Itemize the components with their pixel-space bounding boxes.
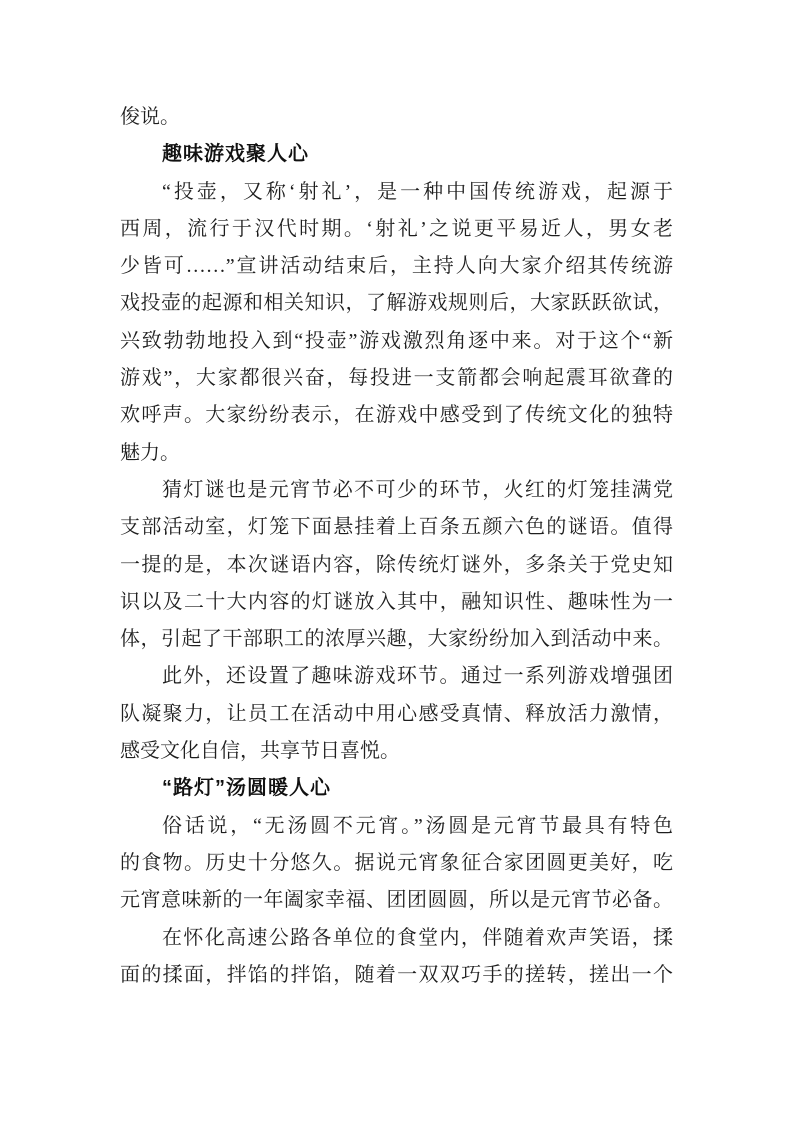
body-text-line: 体，引起了干部职工的浓厚兴趣，大家纷纷加入到活动中来。	[120, 628, 673, 651]
document-text	[120, 99, 673, 994]
body-text-line: 魅力。	[120, 441, 180, 464]
body-text-line: 感受文化自信，共享节日喜悦。	[120, 740, 400, 763]
body-text-line: 游戏”，大家都很兴奋，每投进一支箭都会响起震耳欲聋的	[120, 367, 673, 390]
body-text-line: 的食物。历史十分悠久。据说元宵象征合家团圆更美好，吃	[120, 851, 673, 874]
body-text-line: 欢呼声。大家纷纷表示，在游戏中感受到了传统文化的独特	[120, 404, 673, 427]
body-text-line: 支部活动室，灯笼下面悬挂着上百条五颜六色的谜语。值得	[120, 516, 673, 539]
body-text-line: 一提的是，本次谜语内容，除传统灯谜外，多条关于党史知	[120, 553, 673, 576]
body-text-line: 识以及二十大内容的灯谜放入其中，融知识性、趣味性为一	[120, 590, 673, 613]
body-text-line: 猜灯谜也是元宵节必不可少的环节，火红的灯笼挂满党	[162, 478, 673, 501]
body-text-line: 面的揉面，拌馅的拌馅，随着一双双巧手的搓转，搓出一个	[120, 963, 673, 986]
body-text-line: 戏投壶的起源和相关知识，了解游戏规则后，大家跃跃欲试，	[120, 292, 673, 315]
body-text-line: 兴致勃勃地投入到“投壶”游戏激烈角逐中来。对于这个“新	[120, 329, 673, 352]
body-text-line: 元宵意味新的一年阖家幸福、团团圆圆，所以是元宵节必备。	[120, 889, 673, 912]
body-text-line: 在怀化高速公路各单位的食堂内，伴随着欢声笑语，揉	[162, 926, 673, 949]
body-text-line: 俊说。	[120, 106, 180, 128]
body-text-line: 俗话说，“无汤圆不元宵。”汤圆是元宵节最具有特色	[162, 814, 673, 837]
body-text-line: 西周，流行于汉代时期。‘射礼’之说更平易近人，男女老	[120, 217, 673, 240]
body-text-line: 队凝聚力，让员工在活动中用心感受真情、释放活力激情，	[120, 702, 673, 725]
body-text-line: “投壶，又称‘射礼’，是一种中国传统游戏，起源于	[162, 180, 673, 203]
section-heading-line: “路灯”汤圆暖人心	[162, 777, 331, 800]
body-text-line: 此外，还设置了趣味游戏环节。通过一系列游戏增强团	[162, 665, 673, 688]
body-text-line: 少皆可……”宣讲活动结束后，主持人向大家介绍其传统游	[120, 255, 673, 278]
section-heading-line: 趣味游戏聚人心	[162, 143, 309, 166]
